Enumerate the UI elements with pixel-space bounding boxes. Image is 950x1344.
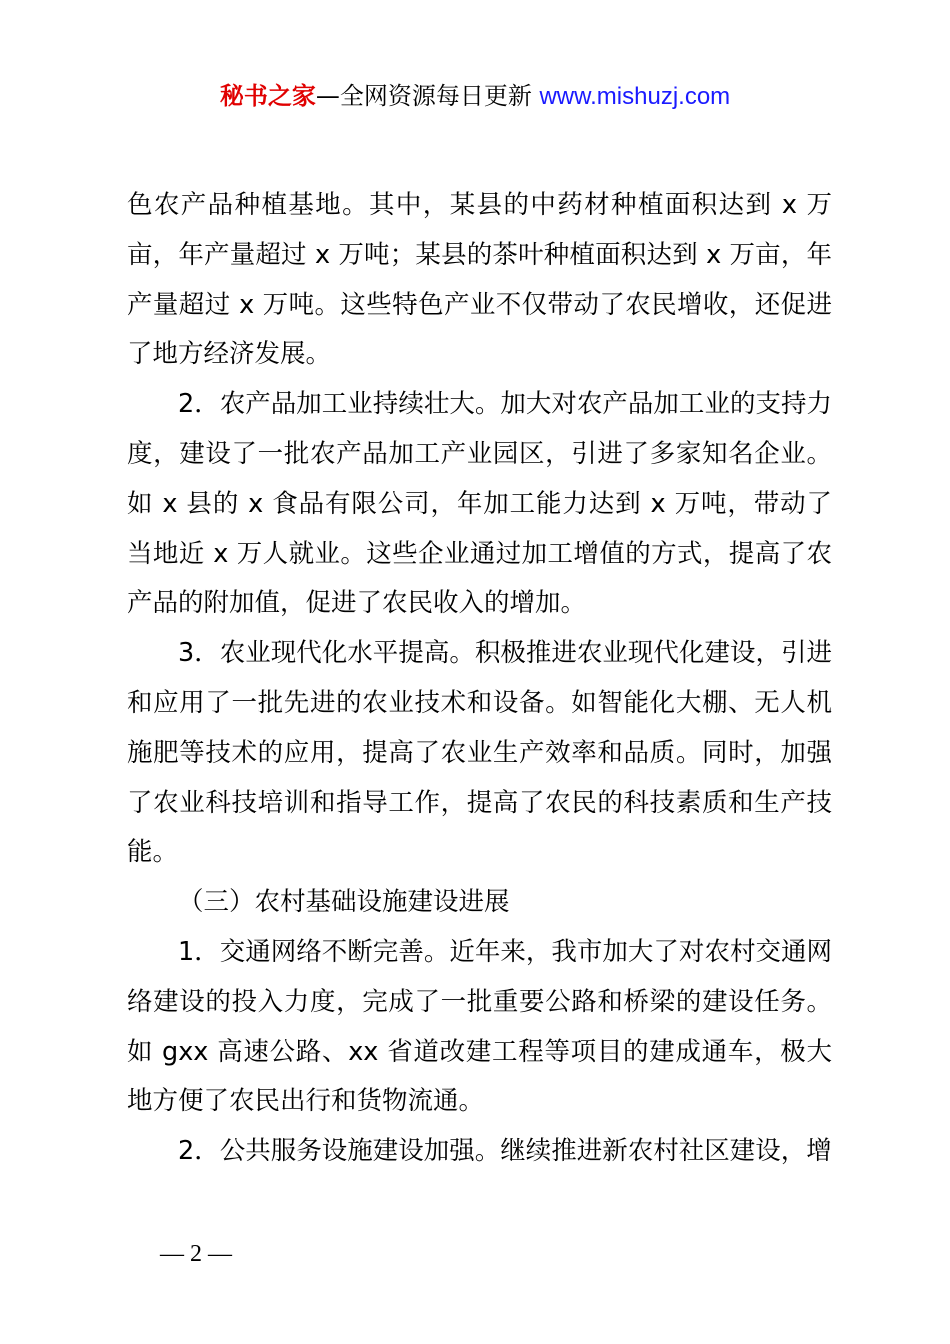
document-body	[127, 181, 832, 1177]
paragraph-modernization: 3．农业现代化水平提高。积极推进农业现代化建设，引进和应用了一批先进的农业技术和设备。如智能化大棚、无人机施肥等技术的应用，提高了农业生产效率和品质。同时，加强了农业科技培训和指导工作，提高了农民的科技素质和生产技能。	[127, 638, 832, 868]
section-heading-infrastructure: （三）农村基础设施建设进展	[178, 887, 510, 918]
site-header	[0, 80, 950, 113]
paragraph-continuation: 色农产品种植基地。其中，某县的中药材种植面积达到 x 万亩，年产量超过 x 万吨；某县的茶叶种植面积达到 x 万亩，年产量超过 x 万吨。这些特色产业不仅带动了农民增收，还促进了地方经济发展。	[127, 190, 832, 370]
paragraph-transport: 1．交通网络不断完善。近年来，我市加大了对农村交通网络建设的投入力度，完成了一批重要公路和桥梁的建设任务。如 gxx 高速公路、xx 省道改建工程等项目的建成通车，极大地方便了农民出行和货物流通。	[127, 936, 832, 1117]
paragraph-processing-industry: 2．农产品加工业持续壮大。加大对农产品加工业的支持力度，建设了一批农产品加工产业园区，引进了多家知名企业。如 x 县的 x 食品有限公司，年加工能力达到 x 万吨，带动了当地近 x 万人就业。这些企业通过加工增值的方式，提高了农产品的附加值，促进了农民收入的增加。	[127, 389, 832, 619]
brand-name: 秘书之家	[219, 82, 316, 110]
site-url-link[interactable]: www.mishuzj.com	[539, 83, 731, 110]
header-tagline: —全网资源每日更新	[315, 82, 532, 110]
page-number: — 2 —	[160, 1241, 232, 1267]
paragraph-public-services: 2．公共服务设施建设加强。继续推进新农村社区建设，增	[178, 1136, 832, 1167]
